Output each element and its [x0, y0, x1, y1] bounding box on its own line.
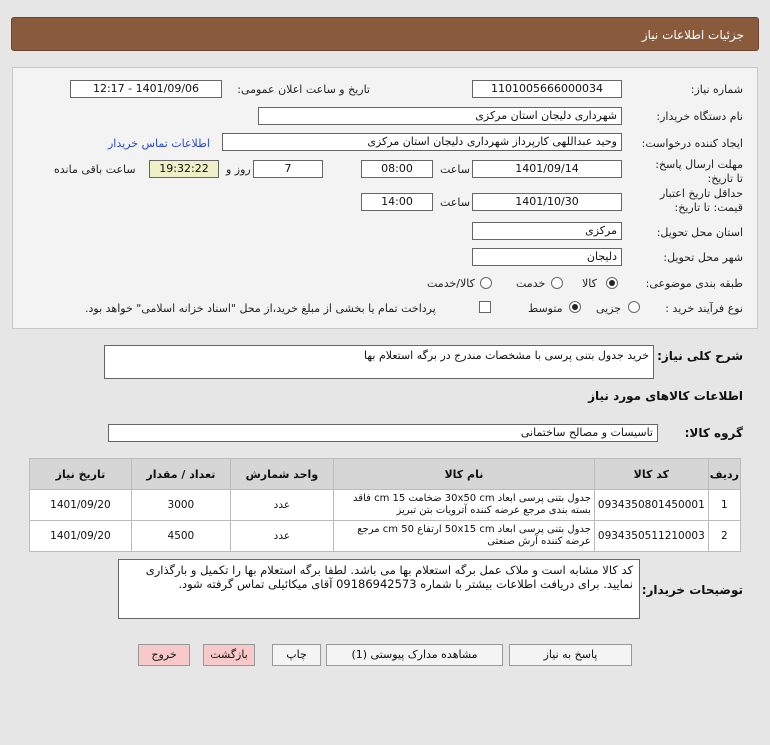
validity-date-field: 1401/10/30 [472, 193, 622, 211]
need-number-label: شماره نیاز: [690, 83, 743, 96]
col-date: تاریخ نیاز [30, 459, 132, 490]
goods-group-label: گروه کالا: [684, 426, 743, 440]
exit-button[interactable]: خروج [138, 644, 190, 666]
need-number-field: 1101005666000034 [472, 80, 622, 98]
remaining-label: ساعت باقی مانده [54, 163, 136, 176]
cell-name: جدول بتنی پرسی ابعاد 50x15 cm ارتفاع 50 cm مرجع عرضه کننده آرش صنعتی [333, 521, 594, 552]
col-name: نام کالا [333, 459, 594, 490]
treasury-payment-checkbox[interactable] [479, 301, 491, 313]
validity-time-field: 14:00 [361, 193, 433, 211]
cell-row: 1 [708, 490, 740, 521]
category-both-radio[interactable] [480, 277, 492, 289]
summary-label: شرح کلی نیاز: [657, 349, 743, 363]
creator-label: ایجاد کننده درخواست: [641, 137, 743, 150]
validity-label: حداقل تاریخ اعتبار قیمت: تا تاریخ: [659, 187, 743, 214]
cell-unit: عدد [230, 521, 333, 552]
cell-date: 1401/09/20 [30, 521, 132, 552]
view-attachments-button[interactable]: مشاهده مدارک پیوستی (1) [326, 644, 503, 666]
process-medium-radio[interactable] [569, 301, 581, 313]
category-goods-radio[interactable] [606, 277, 618, 289]
buyer-org-label: نام دستگاه خریدار: [656, 110, 743, 123]
goods-section-title: اطلاعات کالاهای مورد نیاز [588, 389, 743, 403]
table-header-row [30, 459, 741, 490]
category-both-label: کالا/خدمت [427, 277, 475, 290]
category-service-label: خدمت [516, 277, 546, 290]
deadline-time-label: ساعت [440, 163, 470, 176]
col-unit: واحد شمارش [230, 459, 333, 490]
col-row: ردیف [708, 459, 740, 490]
process-type-label: نوع فرآیند خرید : [665, 302, 743, 315]
page-header [11, 17, 759, 51]
validity-time-label: ساعت [440, 196, 470, 209]
table-row [30, 490, 741, 521]
days-field: 7 [253, 160, 323, 178]
deadline-label: مهلت ارسال پاسخ: تا تاریخ: [655, 158, 743, 185]
col-qty: تعداد / مقدار [131, 459, 230, 490]
days-label: روز و [226, 163, 251, 176]
process-partial-radio[interactable] [628, 301, 640, 313]
buyer-contact-link[interactable]: اطلاعات تماس خریدار [108, 137, 210, 150]
deadline-date-field: 1401/09/14 [472, 160, 622, 178]
back-button[interactable]: بازگشت [203, 644, 255, 666]
city-field: دلیجان [472, 248, 622, 266]
cell-unit: عدد [230, 490, 333, 521]
province-label: استان محل تحویل: [656, 226, 743, 239]
buyer-notes-field: کد کالا مشابه است و ملاک عمل برگه استعلام بها می باشد. لطفا برگه استعلام بها را تکمیل و بارگذاری نمایید. برای دریافت اطلاعات بیشتر با شماره 09186942573 آقای میکائیلی تماس گرفته شود. [118, 559, 640, 619]
process-partial-label: جزیی [596, 302, 622, 315]
remaining-time-field: 19:32:22 [149, 160, 219, 178]
summary-field: خرید جدول بتنی پرسی با مشخصات مندرج در برگه استعلام بها [104, 345, 654, 379]
announce-field: 1401/09/06 - 12:17 [70, 80, 222, 98]
category-label: طبقه بندی موضوعی: [645, 277, 743, 290]
table-row [30, 521, 741, 552]
treasury-payment-note: پرداخت تمام یا بخشی از مبلغ خرید،از محل "اسناد خزانه اسلامی" خواهد بود. [85, 302, 436, 315]
buyer-notes-label: توضیحات خریدار: [641, 583, 743, 597]
category-goods-label: کالا [582, 277, 597, 290]
category-service-radio[interactable] [551, 277, 563, 289]
cell-qty: 4500 [131, 521, 230, 552]
deadline-time-field: 08:00 [361, 160, 433, 178]
print-button[interactable]: چاپ [272, 644, 321, 666]
goods-group-field: تاسیسات و مصالح ساختمانی [108, 424, 658, 442]
city-label: شهر محل تحویل: [663, 251, 743, 264]
col-code: کد کالا [594, 459, 708, 490]
cell-code: 0934350801450001 [594, 490, 708, 521]
goods-table [29, 458, 741, 552]
process-medium-label: متوسط [528, 302, 563, 315]
buyer-org-field: شهرداری دلیجان استان مرکزی [258, 107, 622, 125]
province-field: مرکزی [472, 222, 622, 240]
cell-date: 1401/09/20 [30, 490, 132, 521]
announce-label: تاریخ و ساعت اعلان عمومی: [237, 83, 370, 96]
reply-button[interactable]: پاسخ به نیاز [509, 644, 632, 666]
page-title: جزئیات اطلاعات نیاز [641, 28, 744, 42]
cell-qty: 3000 [131, 490, 230, 521]
cell-name: جدول بتنی پرسی ابعاد 30x50 cm ضخامت 15 cm فاقد بسته بندی مرجع عرضه کننده آترویات بتن تبریز [333, 490, 594, 521]
cell-code: 0934350511210003 [594, 521, 708, 552]
cell-row: 2 [708, 521, 740, 552]
creator-field: وحید عبداللهی کارپرداز شهرداری دلیجان استان مرکزی [222, 133, 622, 151]
